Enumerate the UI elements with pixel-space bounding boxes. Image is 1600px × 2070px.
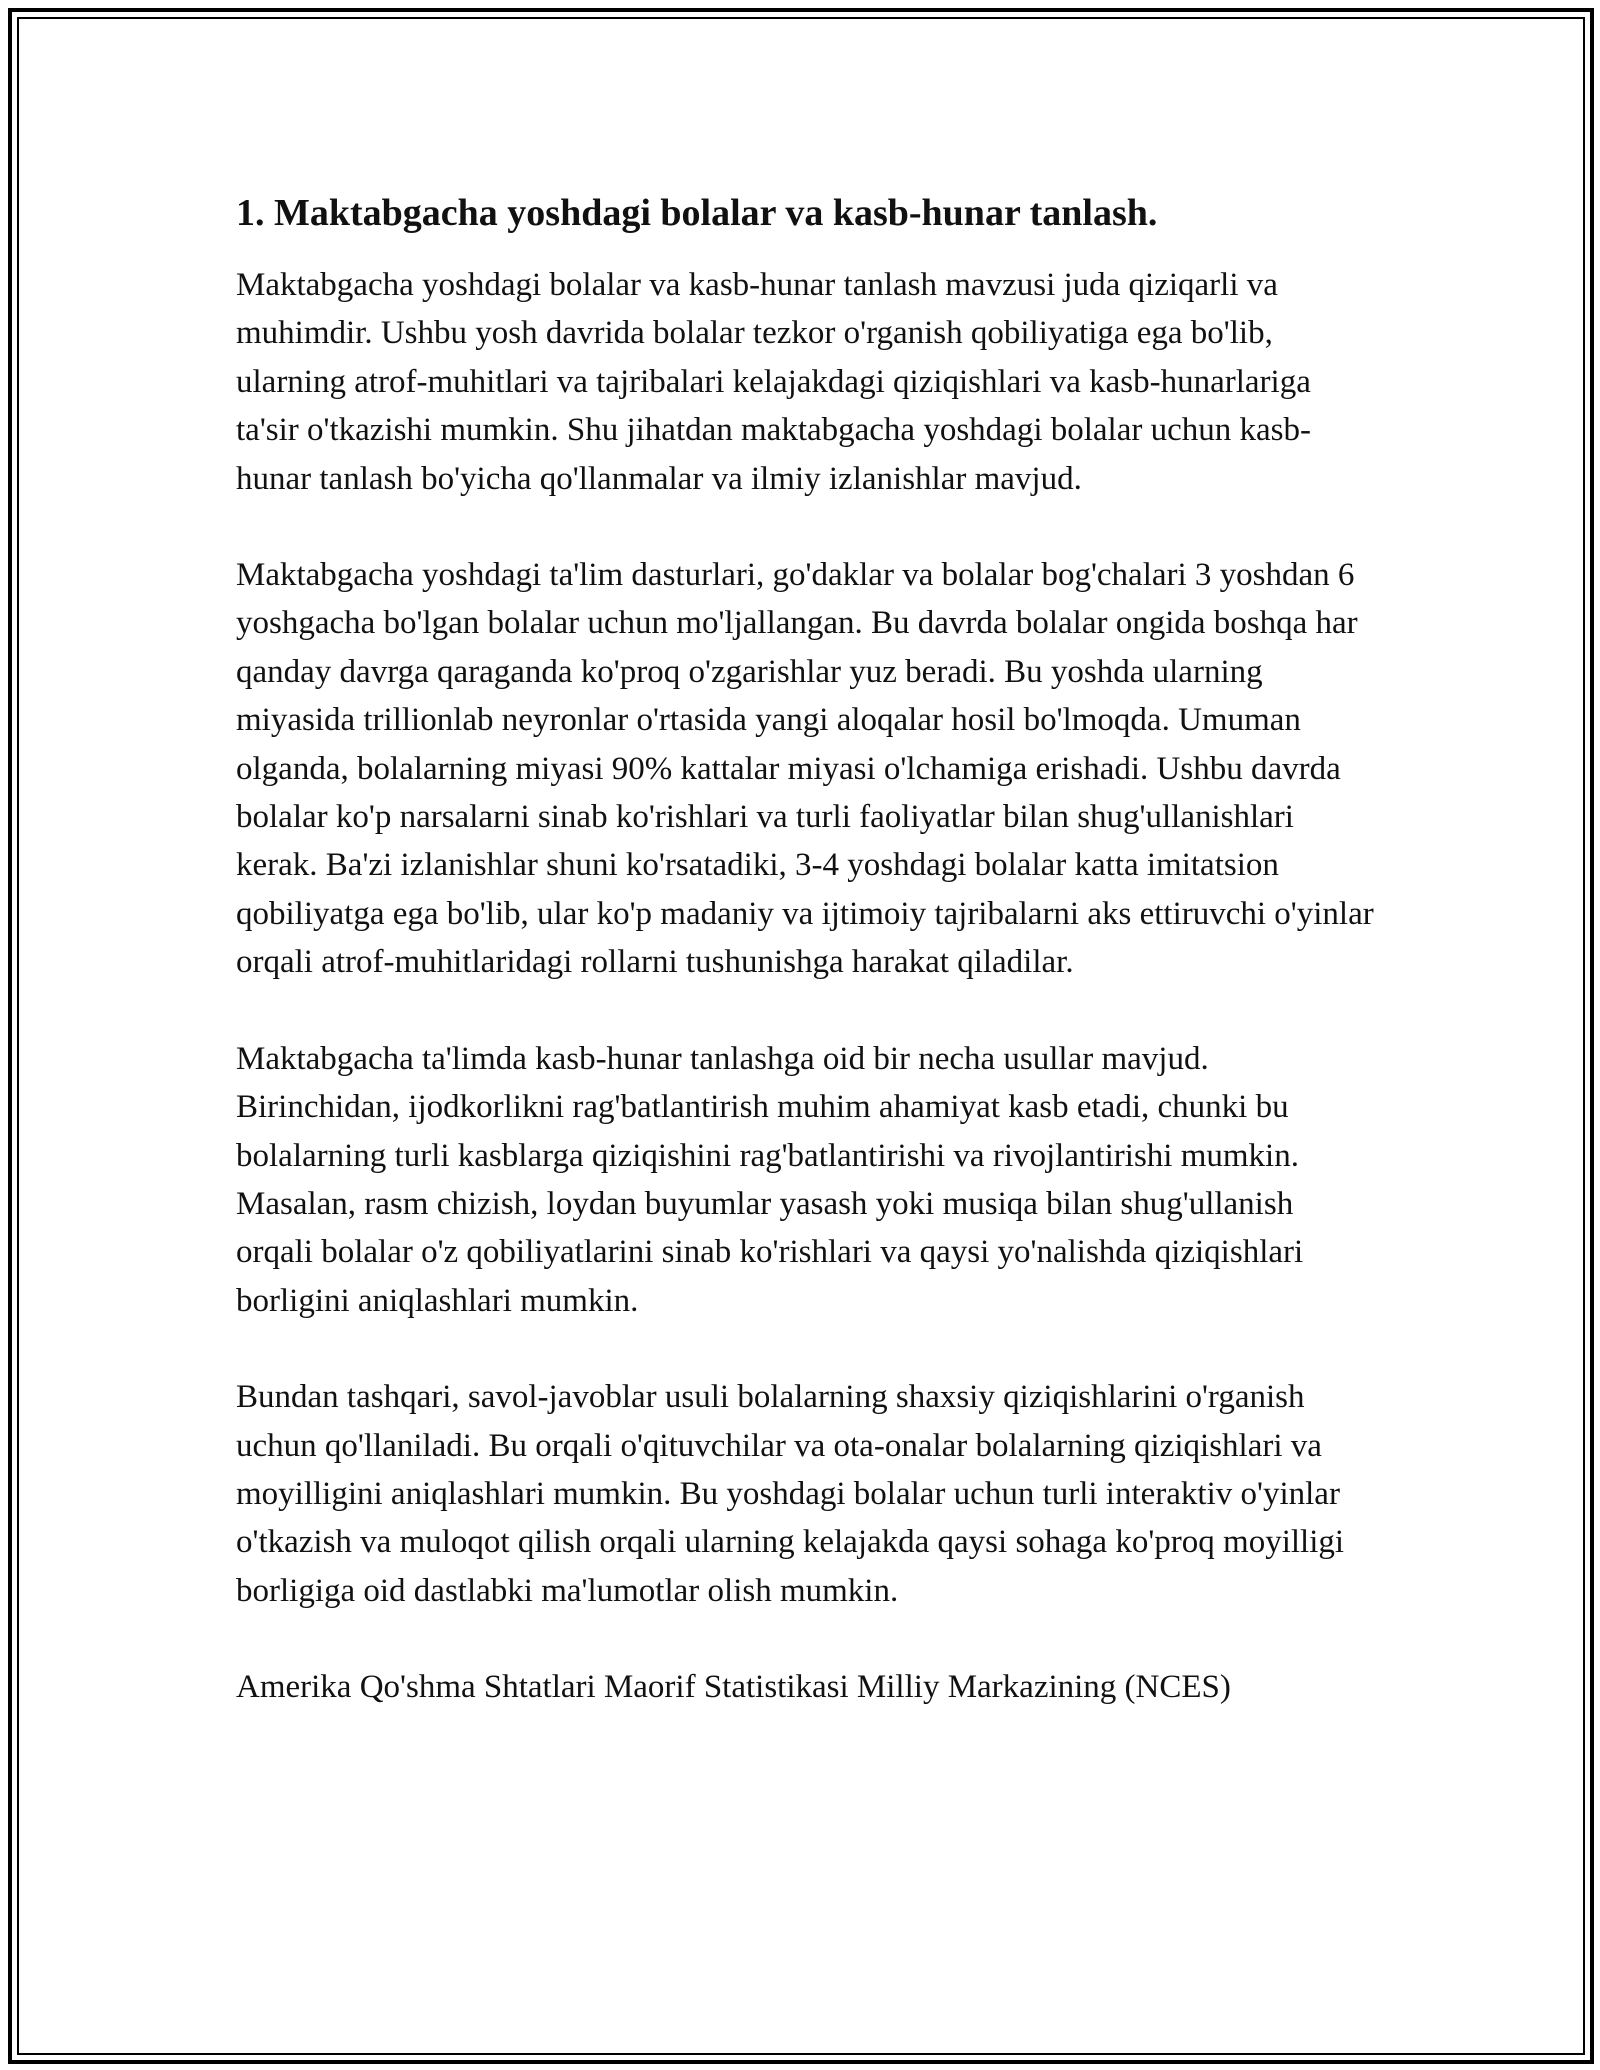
paragraph-age-development: Maktabgacha yoshdagi ta'lim dasturlari, go'daklar va bolalar bog'chalari 3 yoshdan 6 yoshgacha bo'lgan bolalar uchun mo'ljallangan. Bu davrda bolalar ongida boshqa har qanday davrga qaraganda ko'proq o'zgarishlar yuz beradi. Bu yoshda ularning miyasida trillionlab neyronlar o'rtasida yangi aloqalar hosil bo'lmoqda. Umuman olganda, bolalarning miyasi 90% kattalar miyasi o'lchamiga erishadi. Ushbu davrda bolalar ko'p narsalarni sinab ko'rishlari va turli faoliyatlar bilan shug'ullanishlari kerak. Ba'zi izlanishlar shuni ko'rsatadiki, 3-4 yoshdagi bolalar katta imitatsion qobiliyatga ega bo'lib, ular ko'p madaniy va ijtimoiy tajribalarni aks ettiruvchi o'yinlar orqali atrof-muhitlaridagi rollarni tushunishga harakat qiladilar. — [236, 557, 1374, 981]
section-heading: 1. Maktabgacha yoshdagi bolalar va kasb-hunar tanlash. — [236, 192, 1158, 234]
paragraph-methods: Maktabgacha ta'limda kasb-hunar tanlashga oid bir necha usullar mavjud. Birinchidan, ijodkorlikni rag'batlantirish muhim ahamiyat kasb etadi, chunki bu bolalarning turli kasblarga qiziqishini rag'batlantirishi va rivojlantirishi mumkin. Masalan, rasm chizish, loydan buyumlar yasash yoki musiqa bilan shug'ullanish orqali bolalar o'z qobiliyatlarini sinab ko'rishlari va qaysi yo'nalishda qiziqishlari borligini aniqlashlari mumkin. — [236, 1040, 1304, 1319]
paragraph-intro: Maktabgacha yoshdagi bolalar va kasb-hunar tanlash mavzusi juda qiziqarli va muhimdir. Ushbu yosh davrida bolalar tezkor o'rganish qobiliyatiga ega bo'lib, ularning atrof-muhitlari va tajribalari kelajakdagi qiziqishlari va kasb-hunarlariga ta'sir o'tkazishi mumkin. Shu jihatdan maktabgacha yoshdagi bolalar uchun kasb-hunar tanlash bo'yicha qo'llanmalar va ilmiy izlanishlar mavjud. — [236, 267, 1311, 497]
paragraph-source: Amerika Qo'shma Shtatlari Maorif Statistikasi Milliy Markazining (NCES) — [236, 1669, 1231, 1706]
document-body — [236, 185, 1376, 1712]
paragraph-questions: Bundan tashqari, savol-javoblar usuli bolalarning shaxsiy qiziqishlarini o'rganish uchun qo'llaniladi. Bu orqali o'qituvchilar va ota-onalar bolalarning qiziqishlari va moyilligini aniqlashlari mumkin. Bu yoshdagi bolalar uchun turli interaktiv o'yinlar o'tkazish va muloqot qilish orqali ularning kelajakda qaysi sohaga ko'proq moyilligi borligiga oid dastlabki ma'lumotlar olish mumkin. — [236, 1379, 1345, 1609]
